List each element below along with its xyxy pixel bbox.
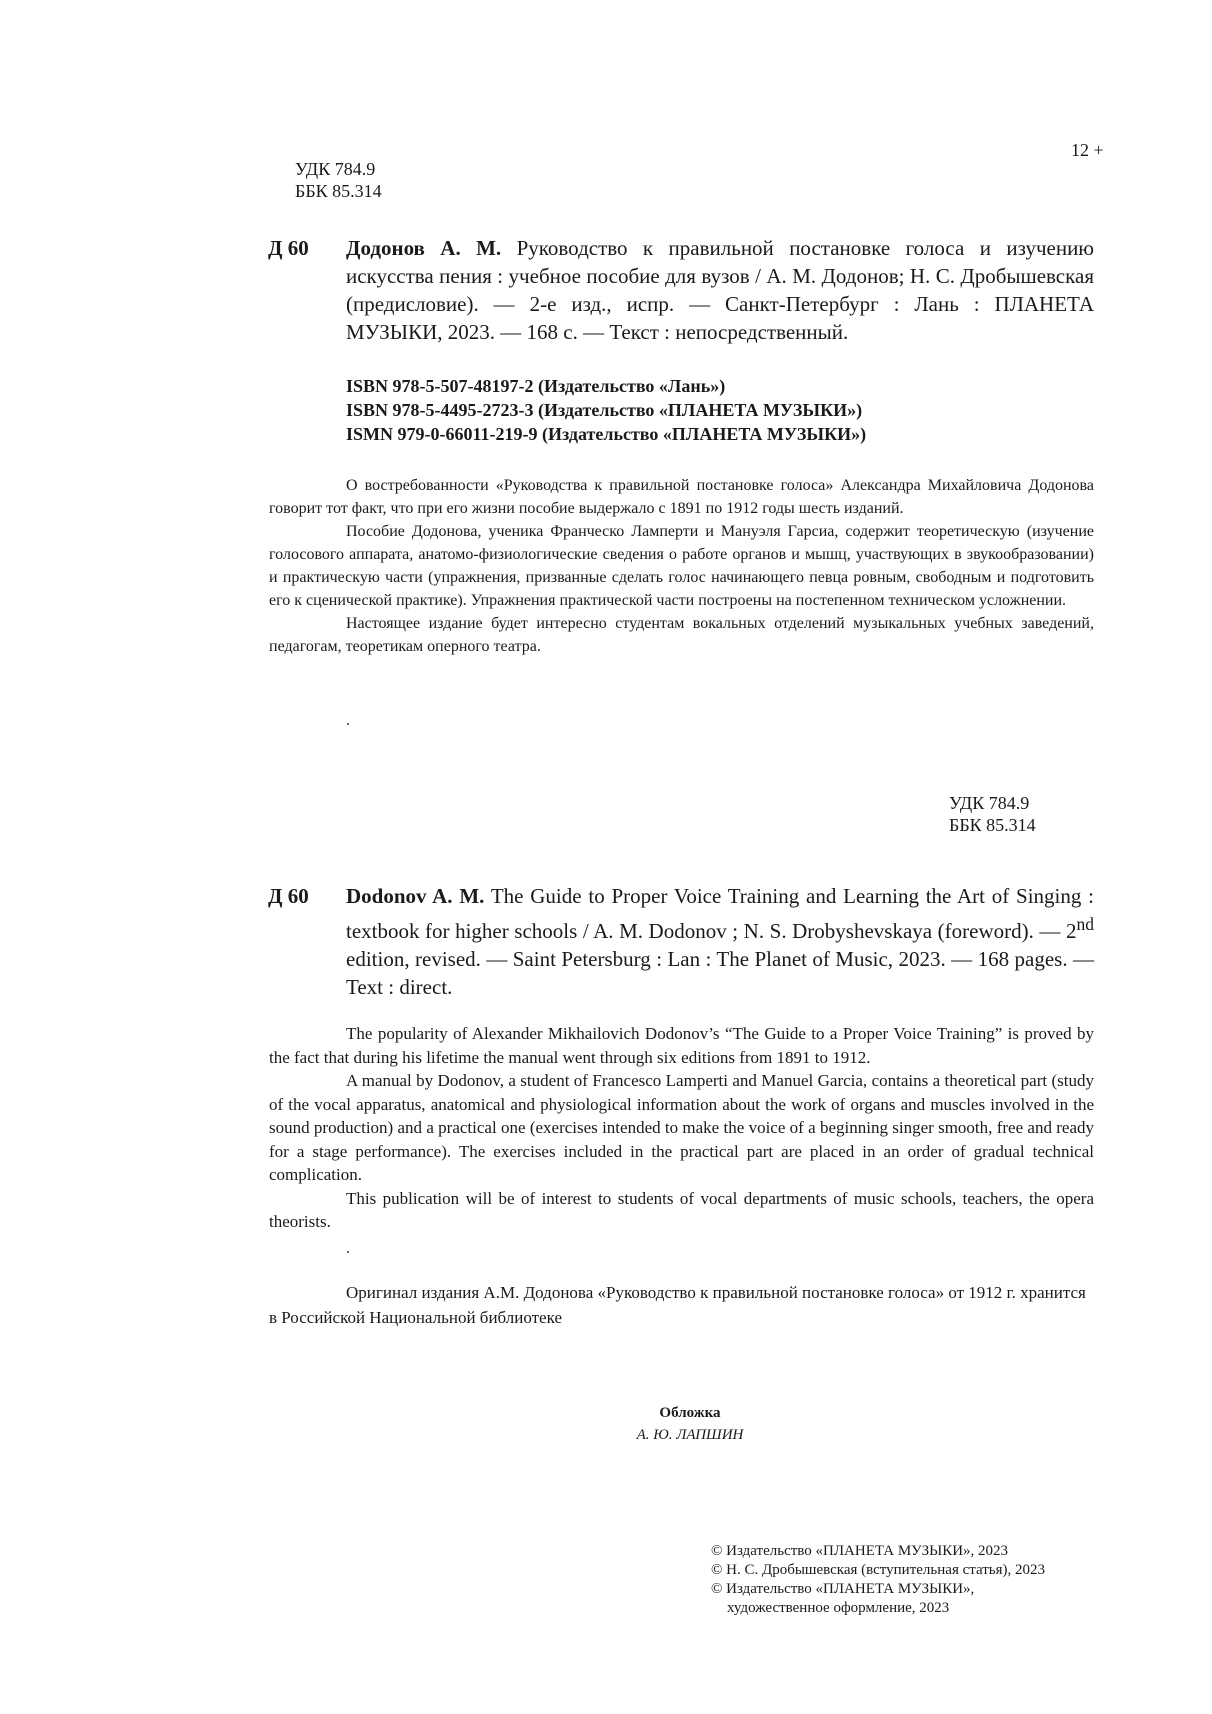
dot-separator: . — [346, 712, 350, 729]
dot-separator: . — [346, 1240, 350, 1257]
copyright-line: © Н. С. Дробышевская (вступительная статья), 2023 — [711, 1562, 1046, 1578]
copyright-line: © Издательство «ПЛАНЕТА МУЗЫКИ», 2023 — [711, 1543, 1009, 1559]
identifiers — [346, 374, 866, 446]
classification-top — [295, 158, 382, 202]
bbk-code: ББК 85.314 — [949, 815, 1036, 835]
isbn-planeta: ISBN 978-5-4495-2723-3 (Издательство «ПЛАНЕТА МУЗЫКИ») — [346, 400, 863, 420]
udk-code: УДК 784.9 — [949, 793, 1030, 813]
cover-designer: А. Ю. ЛАПШИН — [636, 1427, 744, 1443]
classification-bottom — [949, 792, 1036, 836]
annotation-en-paragraph: A manual by Dodonov, a student of Francesco Lamperti and Manuel Garcia, contains a theoretical part (study of the vocal apparatus, anatomical and physiological information about the work of organs and muscles involved in the sound production) and a practical one (exercises intended to make the voice of a beginning singer smooth, free and ready for a stage performance). The exercises included in the practical part are placed in an order of gradual technical complication. — [269, 1071, 1094, 1184]
copyright-block — [711, 1542, 1045, 1618]
entry-text-en: The Guide to Proper Voice Training and Learning the Art of Singing : textbook for higher schools / A. M. Dodonov ; N. S. Drobyshevskaya (foreword). — 2 — [346, 884, 1094, 943]
bbk-code: ББК 85.314 — [295, 181, 382, 201]
annotation-en — [269, 1022, 1094, 1234]
annotation-ru-paragraph: О востребованности «Руководства к правильной постановке голоса» Александра Михайловича Додонова говорит тот факт, что при его жизни пособие выдержало с 1891 по 1912 годы шесть изданий. — [269, 477, 1094, 517]
ismn-planeta: ISMN 979-0-66011-219-9 (Издательство «ПЛАНЕТА МУЗЫКИ») — [346, 424, 867, 444]
cover-label: Обложка — [659, 1405, 721, 1421]
author-en: Dodonov A. M. — [346, 884, 485, 908]
annotation-ru-paragraph: Пособие Додонова, ученика Франческо Ламперти и Мануэля Гарсиа, содержит теоретическую (изучение голосового аппарата, анатомо-физиологические сведения о работе органов и мышц, участвующих в звукообразовании) и практическую части (упражнения, призванные сделать голос начинающего певца ровным, свободным и подготовить его к сценической практике). Упражнения практической части построены на постепенном техническом усложнении. — [269, 523, 1094, 609]
author-mark-ru: Д 60 — [268, 236, 309, 260]
ordinal-suffix: nd — [1076, 914, 1094, 934]
annotation-en-paragraph: This publication will be of interest to students of vocal departments of music schools, teachers, the opera theorists. — [269, 1188, 1094, 1231]
isbn-lan: ISBN 978-5-507-48197-2 (Издательство «Лань») — [346, 376, 726, 396]
cover-credit — [560, 1402, 820, 1446]
original-edition-note — [269, 1280, 1094, 1330]
age-rating: 12 + — [1071, 140, 1104, 160]
entry-text-ru: Руководство к правильной постановке голоса и изучению искусства пения : учебное пособие для вузов / А. М. Додонов; Н. С. Дробышевская (предисловие). — 2-е изд., испр. — Санкт-Петербург : Лань : ПЛАНЕТА МУЗЫКИ, 2023. — 168 с. — Текст : непосредственный. — [346, 236, 1094, 344]
original-note-text: Оригинал издания А.М. Додонова «Руководство к правильной постановке голоса» от 1912 г. хранится в Российской Национальной библиотеке — [269, 1283, 1086, 1327]
annotation-en-paragraph: The popularity of Alexander Mikhailovich Dodonov’s “The Guide to a Proper Voice Training” is proved by the fact that during his lifetime the manual went through six editions from 1891 to 1912. — [269, 1024, 1094, 1067]
bibliographic-entry-ru — [346, 234, 1094, 346]
annotation-ru — [269, 474, 1094, 658]
author-ru: Додонов А. М. — [346, 236, 502, 260]
udk-code: УДК 784.9 — [295, 159, 376, 179]
author-mark-en: Д 60 — [268, 884, 309, 908]
copyright-line: © Издательство «ПЛАНЕТА МУЗЫКИ», — [711, 1581, 975, 1597]
copyright-line: художественное оформление, 2023 — [727, 1600, 950, 1616]
entry-text-en-rest: edition, revised. — Saint Petersburg : Lan : The Planet of Music, 2023. — 168 pages. — Text : direct. — [346, 947, 1094, 999]
bibliographic-entry-en — [346, 882, 1094, 1001]
annotation-ru-paragraph: Настоящее издание будет интересно студентам вокальных отделений музыкальных учебных заведений, педагогам, теоретикам оперного театра. — [269, 615, 1094, 655]
